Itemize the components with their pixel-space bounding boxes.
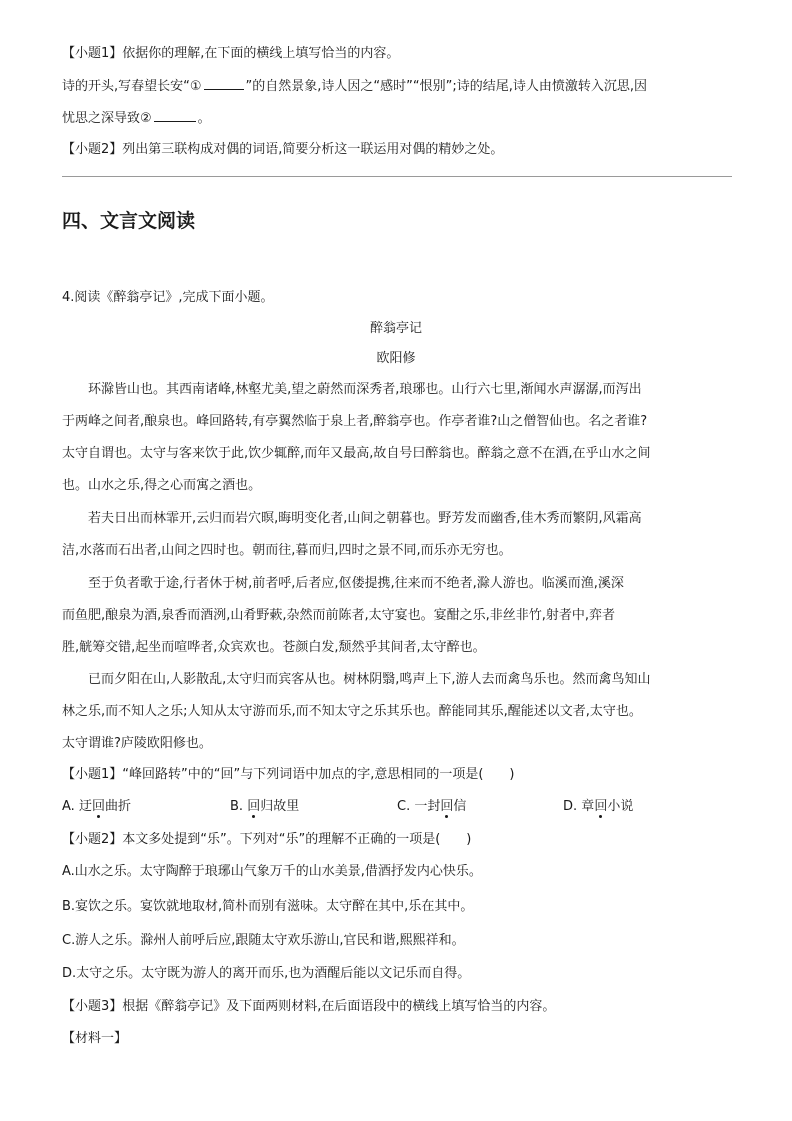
option-a[interactable] [62,797,131,817]
material-1-label: 【材料一】 [62,1031,128,1046]
fill-text-c: 忧思之深导致② [62,111,152,126]
option-text: 小说 [607,799,634,814]
answer-blank-2[interactable] [154,107,196,122]
passage-line: 胜,觥筹交错,起坐而喧哗者,众宾欢也。苍颜白发,颓然乎其间者,太守醉也。 [62,640,486,655]
sub-question-1: 【小题1】依据你的理解,在下面的横线上填写恰当的内容。 [62,46,400,61]
passage-line: 而鱼肥,酿泉为酒,泉香而酒洌,山肴野蔌,杂然而前陈者,太守宴也。宴酣之乐,非丝非竹,射者中,弈者 [62,608,616,623]
passage-line: 也。山水之乐,得之心而寓之酒也。 [62,478,262,493]
reading-intro: 4.阅读《醉翁亭记》,完成下面小题。 [62,290,274,305]
option-d[interactable]: D.太守之乐。太守既为游人的离开而乐,也为酒醒后能以文记乐而自得。 [62,966,471,981]
question-1-stem: 【小题1】“峰回路转”中的“回”与下列词语中加点的字,意思相同的一项是( ) [62,767,515,782]
passage-line: 林之乐,而不知人之乐;人知从太守游而乐,而不知太守之乐其乐也。醉能同其乐,醒能述以文者,太守也。 [62,704,642,719]
option-text: 曲折 [104,799,131,814]
dotted-char: 回 [594,799,608,814]
option-letter: D. [563,799,578,814]
question-3-stem: 【小题3】根据《醉翁亭记》及下面两则材料,在后面语段中的横线上填写恰当的内容。 [62,999,556,1014]
option-b[interactable] [230,797,299,817]
option-letter: C. [397,799,411,814]
passage-line: 太守谓谁?庐陵欧阳修也。 [62,736,212,751]
fill-text-a: 诗的开头,写春望长安“① [62,79,202,94]
option-letter: B. [230,799,244,814]
answer-blank-1[interactable] [204,75,244,90]
question-2-stem: 【小题2】本文多处提到“乐”。下列对“乐”的理解不正确的一项是( ) [62,832,472,847]
sub-question-2: 【小题2】列出第三联构成对偶的词语,简要分析这一联运用对偶的精妙之处。 [62,142,504,157]
fill-text-b: ”的自然景象,诗人因之“感时”“恨别”;诗的结尾,诗人由愤激转入沉思,因 [245,79,647,94]
option-d[interactable] [563,797,633,817]
fill-in-line-1 [62,75,647,97]
passage-line: 若夫日出而林霏开,云归而岩穴暝,晦明变化者,山间之朝暮也。野芳发而幽香,佳木秀而繁阴,风霜高 [88,511,642,526]
passage-line: 已而夕阳在山,人影散乱,太守归而宾客从也。树林阴翳,鸣声上下,游人去而禽鸟乐也。然而禽鸟知山 [88,672,651,687]
option-text: 迂 [78,799,92,814]
option-a[interactable]: A.山水之乐。太守陶醉于琅琊山气象万千的山水美景,借酒抒发内心快乐。 [62,864,482,879]
fill-in-line-2 [62,107,211,129]
option-text: 信 [453,799,467,814]
option-text: 归故里 [260,799,300,814]
passage-title: 醉翁亭记 [369,321,422,336]
section-heading: 四、文言文阅读 [62,210,196,232]
passage-line: 洁,水落而石出者,山间之四时也。朝而往,暮而归,四时之景不同,而乐亦无穷也。 [62,543,512,558]
option-b[interactable]: B.宴饮之乐。宴饮就地取材,简朴而别有滋味。太守醉在其中,乐在其中。 [62,899,474,914]
passage-line: 环滁皆山也。其西南诸峰,林壑尤美,望之蔚然而深秀者,琅琊也。山行六七里,渐闻水声潺潺,而泻出 [88,382,642,397]
option-c[interactable]: C.游人之乐。滁州人前呼后应,跟随太守欢乐游山,官民和谐,熙熙祥和。 [62,933,465,948]
dotted-char: 回 [440,799,454,814]
passage-line: 于两峰之间者,酿泉也。峰回路转,有亭翼然临于泉上者,醉翁亭也。作亭者谁?山之僧智仙也。名之者谁? [62,414,648,429]
passage-line: 至于负者歌于途,行者休于树,前者呼,后者应,伛偻提携,往来而不绝者,滁人游也。临溪而渔,溪深 [88,576,624,591]
option-text: 一封 [414,799,441,814]
option-text: 章 [581,799,595,814]
dotted-char: 回 [247,799,261,814]
fill-text-d: 。 [197,111,211,126]
option-letter: A. [62,799,75,814]
passage-author: 欧阳修 [376,351,416,366]
section-divider [62,176,732,177]
passage-line: 太守自谓也。太守与客来饮于此,饮少辄醉,而年又最高,故自号曰醉翁也。醉翁之意不在酒,在乎山水之间 [62,446,651,461]
option-c[interactable] [397,797,466,817]
dotted-char: 回 [91,799,105,814]
